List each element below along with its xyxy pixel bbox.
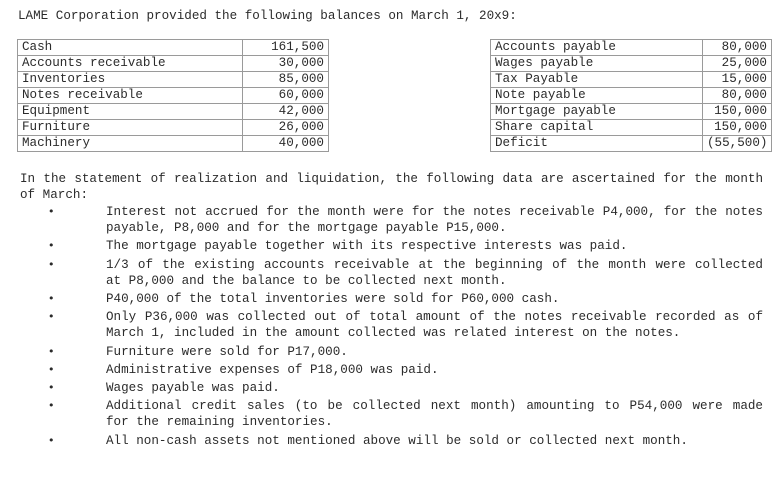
- list-item-text: 1/3 of the existing accounts receivable at the beginning of the month were collected at P8,000 and the balance to be collected next month.: [106, 257, 763, 288]
- right-amount-cell: 15,000: [703, 72, 772, 88]
- left-account-cell: Notes receivable: [18, 88, 243, 104]
- gap-cell: [329, 72, 491, 88]
- list-item: [0, 433, 763, 449]
- list-item: [0, 344, 763, 360]
- right-account-cell: Tax Payable: [491, 72, 703, 88]
- list-item-text: The mortgage payable together with its respective interests was paid.: [106, 239, 628, 254]
- gap-cell: [329, 104, 491, 120]
- bullet-icon: •: [48, 205, 55, 218]
- balance-row: [18, 120, 772, 136]
- left-amount-cell: 85,000: [243, 72, 329, 88]
- right-amount-cell: (55,500): [703, 136, 772, 152]
- list-item: [0, 362, 763, 378]
- right-account-cell: Deficit: [491, 136, 703, 152]
- balance-row: [18, 88, 772, 104]
- list-item-text: All non-cash assets not mentioned above will be sold or collected next month.: [106, 433, 688, 448]
- list-item-text: Only P36,000 was collected out of total amount of the notes receivable recorded as of March 1, included in the amount collected was related interest on the notes.: [106, 310, 763, 341]
- bullet-icon: •: [48, 310, 55, 324]
- list-item-text: Furniture were sold for P17,000.: [106, 344, 348, 359]
- left-amount-cell: 161,500: [243, 40, 329, 56]
- right-account-cell: Share capital: [491, 120, 703, 136]
- bullet-icon: •: [48, 239, 55, 253]
- right-amount-cell: 150,000: [703, 120, 772, 136]
- left-account-cell: Cash: [18, 40, 243, 56]
- list-item: [0, 309, 763, 341]
- right-amount-cell: 25,000: [703, 56, 772, 72]
- bullet-icon: •: [48, 381, 55, 395]
- bullet-icon: •: [48, 292, 55, 306]
- gap-cell: [329, 56, 491, 72]
- list-item: [0, 291, 763, 307]
- left-amount-cell: 60,000: [243, 88, 329, 104]
- balance-row: [18, 72, 772, 88]
- list-item-text: Wages payable was paid.: [106, 381, 280, 396]
- bullet-icon: •: [48, 362, 55, 376]
- gap-cell: [329, 136, 491, 152]
- left-account-cell: Machinery: [18, 136, 243, 152]
- right-account-cell: Mortgage payable: [491, 104, 703, 120]
- data-items-list: [0, 204, 780, 451]
- left-amount-cell: 26,000: [243, 120, 329, 136]
- right-account-cell: Note payable: [491, 88, 703, 104]
- gap-cell: [329, 120, 491, 136]
- lead-paragraph: In the statement of realization and liquidation, the following data are ascertained for the month of March:: [20, 172, 763, 202]
- left-account-cell: Inventories: [18, 72, 243, 88]
- left-amount-cell: 42,000: [243, 104, 329, 120]
- right-amount-cell: 150,000: [703, 104, 772, 120]
- bullet-icon: •: [48, 344, 55, 358]
- bullet-icon: •: [48, 399, 55, 413]
- gap-cell: [329, 40, 491, 56]
- right-amount-cell: 80,000: [703, 88, 772, 104]
- list-item: [0, 204, 763, 236]
- balances-table: [17, 39, 772, 152]
- left-amount-cell: 30,000: [243, 56, 329, 72]
- list-item: [0, 398, 763, 430]
- left-account-cell: Accounts receivable: [18, 56, 243, 72]
- list-item: [0, 380, 763, 396]
- left-account-cell: Furniture: [18, 120, 243, 136]
- intro-text: LAME Corporation provided the following balances on March 1, 20x9:: [18, 9, 517, 23]
- balance-row: [18, 56, 772, 72]
- balance-row: [18, 104, 772, 120]
- right-amount-cell: 80,000: [703, 40, 772, 56]
- balance-row: [18, 40, 772, 56]
- left-account-cell: Equipment: [18, 104, 243, 120]
- right-account-cell: Accounts payable: [491, 40, 703, 56]
- list-item-text: Administrative expenses of P18,000 was paid.: [106, 362, 439, 377]
- gap-cell: [329, 88, 491, 104]
- list-item-text: P40,000 of the total inventories were sold for P60,000 cash.: [106, 292, 560, 307]
- list-item: [0, 238, 763, 254]
- right-account-cell: Wages payable: [491, 56, 703, 72]
- list-item: [0, 257, 763, 289]
- bullet-icon: •: [48, 257, 55, 271]
- left-amount-cell: 40,000: [243, 136, 329, 152]
- bullet-icon: •: [48, 433, 55, 447]
- list-item-text: Additional credit sales (to be collected next month) amounting to P54,000 were made for the remaining inventories.: [106, 399, 763, 430]
- list-item-text: Interest not accrued for the month were for the notes receivable P4,000, for the notes payable, P8,000 and for the mortgage payable P15,000.: [106, 205, 763, 236]
- balance-row: [18, 136, 772, 152]
